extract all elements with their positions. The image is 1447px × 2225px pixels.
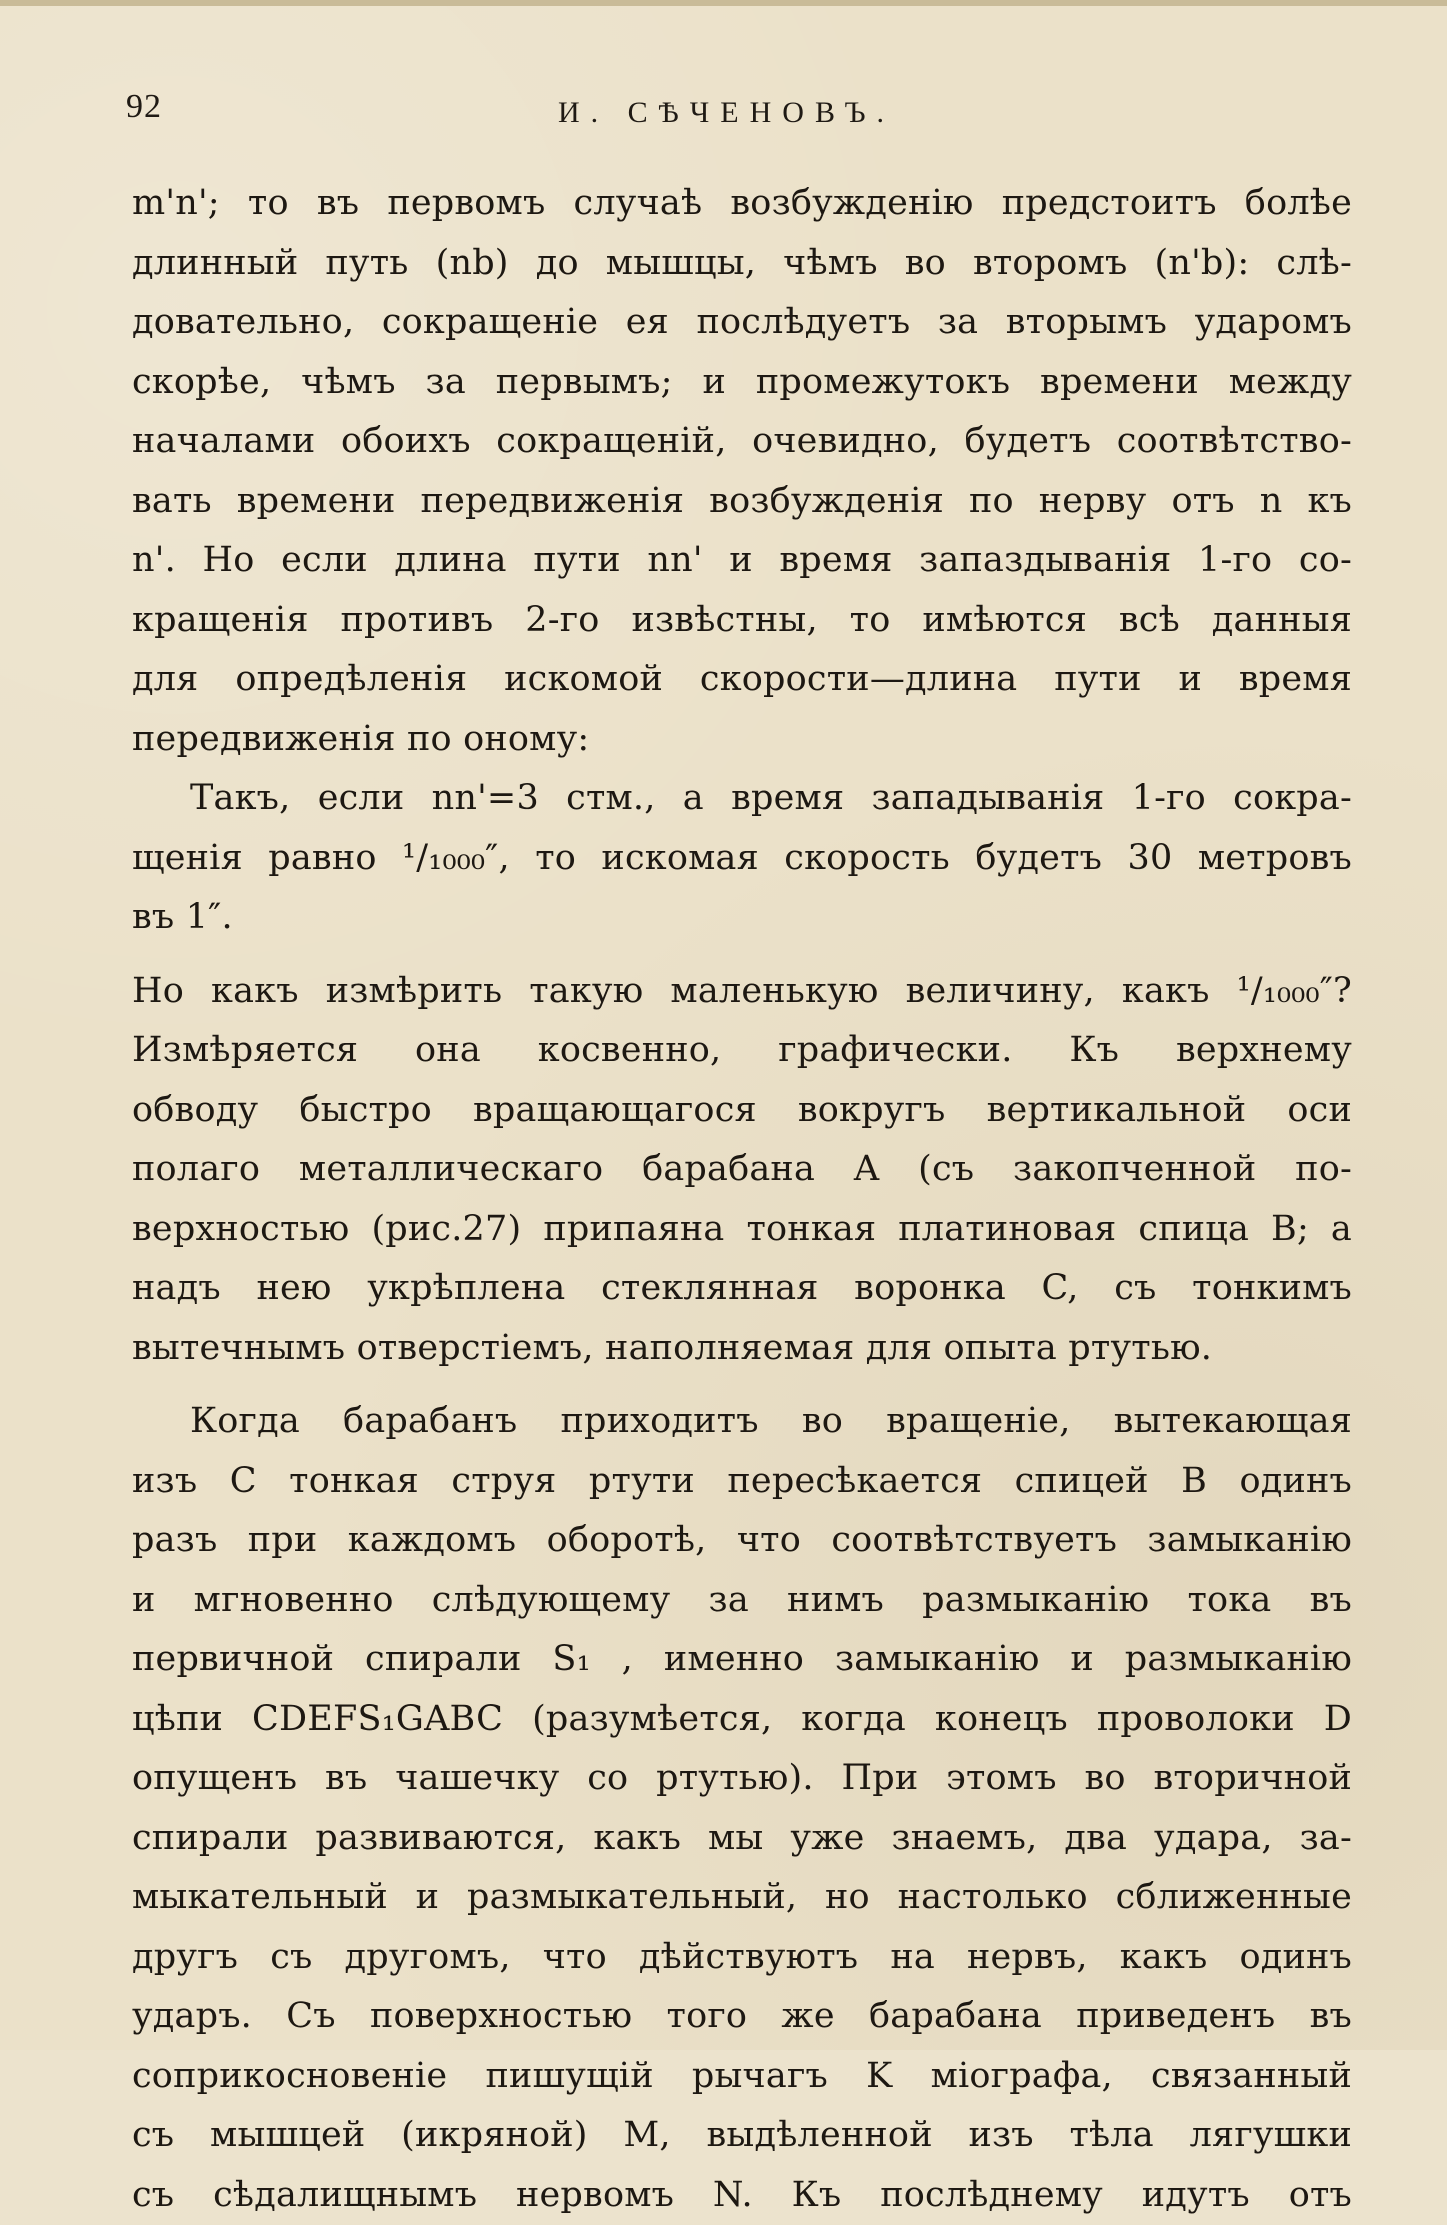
text-line: Измѣряется она косвенно, графически. Къ верхнему (132, 1021, 1352, 1081)
text-line: щенія равно ¹/₁₀₀₀″, то искомая скорость будетъ 30 метровъ (132, 829, 1352, 889)
text-line: для опредѣленія искомой скорости—длина пути и время (132, 650, 1352, 710)
text-line: длинный путь (nb) до мышцы, чѣмъ во второмъ (n'b): слѣ- (132, 234, 1352, 294)
text-line: началами обоихъ сокращеній, очевидно, будетъ соотвѣтство- (132, 412, 1352, 472)
text-line: m'n'; то въ первомъ случаѣ возбужденію предстоитъ болѣе (132, 174, 1352, 234)
page-top-edge (0, 0, 1447, 6)
text-line: довательно, сокращеніе ея послѣдуетъ за вторымъ ударомъ (132, 293, 1352, 353)
page-header (118, 85, 1358, 145)
text-line: Такъ, если nn'=3 стм., а время западыванія 1-го сокра- (132, 769, 1352, 829)
text-line: первичной спирали S₁ , именно замыканію и размыканію (132, 1630, 1352, 1690)
text-line: соприкосновеніе пишущій рычагъ K міографа, связанный (132, 2047, 1352, 2107)
text-line: кращенія противъ 2-го извѣстны, то имѣются всѣ данныя (132, 591, 1352, 651)
text-line: n'. Но если длина пути nn' и время запаздыванія 1-го со- (132, 531, 1352, 591)
text-line: спирали развиваются, какъ мы уже знаемъ, два удара, за- (132, 1809, 1352, 1869)
text-line: опущенъ въ чашечку со ртутью). При этомъ во вторичной (132, 1749, 1352, 1809)
text-line: ударъ. Съ поверхностью того же барабана приведенъ въ (132, 1987, 1352, 2047)
text-line: Но какъ измѣрить такую маленькую величину, какъ ¹/₁₀₀₀″? (132, 962, 1352, 1022)
body-text (132, 174, 1352, 2225)
text-line: цѣпи CDEFS₁GABC (разумѣется, когда конецъ проволоки D (132, 1690, 1352, 1750)
page-number: 92 (126, 85, 162, 129)
text-line: полаго металлическаго барабана A (съ закопченной по- (132, 1140, 1352, 1200)
text-line: съ мышцей (икряной) M, выдѣленной изъ тѣла лягушки (132, 2106, 1352, 2166)
text-line: Когда барабанъ приходитъ во вращеніе, вытекающая (132, 1392, 1352, 1452)
text-line: изъ C тонкая струя ртути пересѣкается спицей B одинъ (132, 1452, 1352, 1512)
text-line: вать времени передвиженія возбужденія по нерву отъ n къ (132, 472, 1352, 532)
text-line: мыкательный и размыкательный, но настолько сближенные (132, 1868, 1352, 1928)
text-line: надъ нею укрѣплена стеклянная воронка C, съ тонкимъ (132, 1259, 1352, 1319)
text-line: верхностью (рис.27) припаяна тонкая платиновая спица B; а (132, 1200, 1352, 1260)
running-head: И. СѢЧЕНОВЪ. (558, 93, 895, 133)
text-line: въ 1″. (132, 888, 1352, 948)
text-line: обводу быстро вращающагося вокругъ вертикальной оси (132, 1081, 1352, 1141)
text-line: другъ съ другомъ, что дѣйствуютъ на нервъ, какъ одинъ (132, 1928, 1352, 1988)
text-line: и мгновенно слѣдующему за нимъ размыканію тока въ (132, 1571, 1352, 1631)
text-line: вытечнымъ отверстіемъ, наполняемая для опыта ртутью. (132, 1319, 1352, 1379)
text-line: разъ при каждомъ оборотѣ, что соотвѣтствуетъ замыканію (132, 1511, 1352, 1571)
text-line: съ сѣдалищнымъ нервомъ N. Къ послѣднему идутъ отъ (132, 2166, 1352, 2225)
text-line: скорѣе, чѣмъ за первымъ; и промежутокъ времени между (132, 353, 1352, 413)
text-line: передвиженія по оному: (132, 710, 1352, 770)
